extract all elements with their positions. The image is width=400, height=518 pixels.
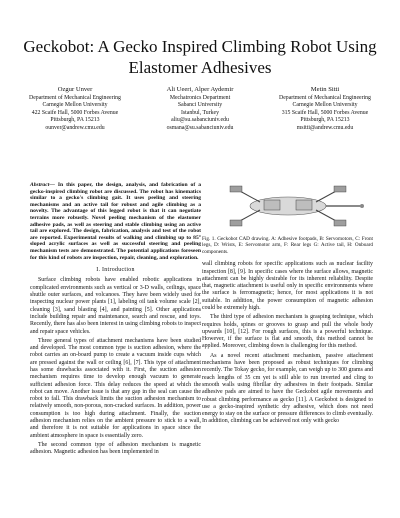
author-1	[10, 86, 140, 133]
author-name: Metin Sitti	[310, 86, 340, 93]
author-city: Pittsburgh, PA 15213	[50, 117, 100, 124]
abstract	[30, 182, 201, 261]
paper-title: Geckobot: A Gecko Inspired Climbing Robot Using Elastomer Adhesives	[23, 37, 377, 77]
left-column	[30, 182, 201, 459]
abstract-label: Abstract	[30, 182, 50, 188]
paragraph: Surface climbing robots have enabled robotic applications in complicated environments such as vertical or 3-D walls, ceilings, space shuttle outer surfaces, and volcanoes. They have been widely used for inspecting nuclear power plants [1], labeling oil tank volume scale [2], cleaning [3], sand blasting [4], and painting [5]. Other applications include building repair and maintenance, search and rescue, and toys. Recently, there has also been interest in using climbing robots to inspect and repair space vehicles.	[30, 277, 201, 335]
author-email: osmana@su.sabanciuniv.edu	[166, 124, 234, 131]
paragraph: As a novel recent attachment mechanism, passive attachment mechanisms have been proposed as robust techniques for climbing recently. The Tokay gecko, for example, can weigh up to 300 grams and reach lengths of 35 cm yet is still able to run inverted and cling to smooth walls using fibrillar dry adhesives in their footpads. Similar adhesive pads are aimed to have the Geckobot agile movements and robust climbing performance as gecko [11]. A Geckobot is designed to use a gecko-inspired synthetic dry adhesive, which does not need energy to stay on the surface or pressure differences to climb eventually. In addition, climbing can be achieved not only with gecko	[202, 352, 373, 425]
author-dept: Department of Mechanical Engineering	[29, 94, 121, 101]
figure-caption: Fig. 1. Geckobot CAD drawing. A: Adhesive footpads, B: Servomotors, C: Front legs, D: Wrists, E: Servomotor arm, F: Rear legs G: Active tail, H: Onboard components.	[202, 236, 373, 255]
paragraph: The second common type of adhesion mechanism is magnetic adhesion. Magnetic adhesion has been implemented in	[30, 441, 201, 456]
author-name: Ozgur Unver	[57, 86, 93, 93]
author-block	[0, 86, 400, 146]
author-email: ounver@andrew.cmu.edu	[45, 124, 105, 131]
abstract-text: — In this paper, the design, analysis, and fabrication of a gecko-inspired climbing robot are discussed. The robot has kinematics similar to a gecko's climbing gait. It uses peeling and steering mechanisms and an active tail for robust and agile climbing as a novelty. The advantage of this legged robot is that it can negotiate terrains more robustly. Novel peeling mechanism of the elastomer adhesive pads, as well as steering and stable climbing using an active tail are explored. The design, fabrication, analysis and test of the robot are reported. Experimental results of walking and climbing up to 85° sloped acrylic surfaces as well as successful steering and peeling mechanism tests are demonstrated. The potential applications foreseen for this kind of robots are inspection, repair, cleaning, and exploration.	[30, 182, 201, 261]
author-city: aliu@su.sabanciuniv.edu	[171, 117, 229, 124]
author-address: 422 Scaife Hall, 5000 Forbes Avenue	[31, 109, 119, 116]
author-3	[260, 86, 390, 133]
author-dept: Mechatronics Department	[169, 94, 231, 101]
author-email: msitti@andrew.cmu.edu	[296, 124, 354, 131]
author-org: Carnegie Mellon University	[292, 102, 358, 109]
section-heading-introduction: I. Introduction	[96, 267, 135, 274]
author-org: Sabanci University	[177, 102, 223, 109]
author-org: Carnegie Mellon University	[42, 102, 108, 109]
author-2	[135, 86, 265, 133]
right-column	[202, 182, 373, 428]
author-dept: Department of Mechanical Engineering	[279, 94, 371, 101]
figure-1-geckobot-drawing	[202, 182, 373, 232]
geckobot-cad-drawing	[202, 182, 373, 232]
paragraph: The third type of adhesion mechanism is grasping technique, which requires holds, spines or grooves to grasp and pull the whole body upwards [10], [12]. For rough surfaces, this is a powerful technique. However, if the surface is flat and smooth, this method cannot be applied. Moreover, climbing down is challenging for this method.	[202, 314, 373, 350]
paragraph: wall climbing robots for specific applications such as nuclear facility inspection [8], [9]. In specific cases where the surface allows, magnetic attachment can be highly desirable for its inherent reliability. Despite that, magnetic attachment is useful only in specific environments where the surface is ferromagnetic; hence, for most applications it is not suitable. In addition, the power consumption of magnetic adhesion could be extremely high.	[202, 261, 373, 311]
author-city: Pittsburgh, PA 15213	[300, 117, 350, 124]
author-address: 315 Scaife Hall, 5000 Forbes Avenue	[281, 109, 369, 116]
author-address: Istanbul, Turkey	[180, 109, 219, 116]
author-name: Ali Ueeri, Alper Aydemir	[166, 86, 234, 93]
paragraph: Three general types of attachment mechanisms have been studied and developed. The most common type is suction adhesion, where the robot carries an on-board pump to create a vacuum inside cups which are pressed against the wall or ceiling [6], [7]. This type of attachment has some drawbacks associated with it. First, the suction adhesion mechanism requires time to develop enough vacuum to generate sufficient adhesion force. This delay reduces the speed at which the robot can move. Another issue is that any gap in the seal can cause the robot to fall. This drawback limits the suction adhesion mechanism to relatively smooth, non-porous, non-cracked surfaces. In addition, power consumption is too high during attachment. Finally, the suction adhesion mechanism relies on the ambient pressure to stick to a wall, and therefore it is not suitable for applications in space since the ambient atmosphere in space is essentially zero.	[30, 337, 201, 439]
